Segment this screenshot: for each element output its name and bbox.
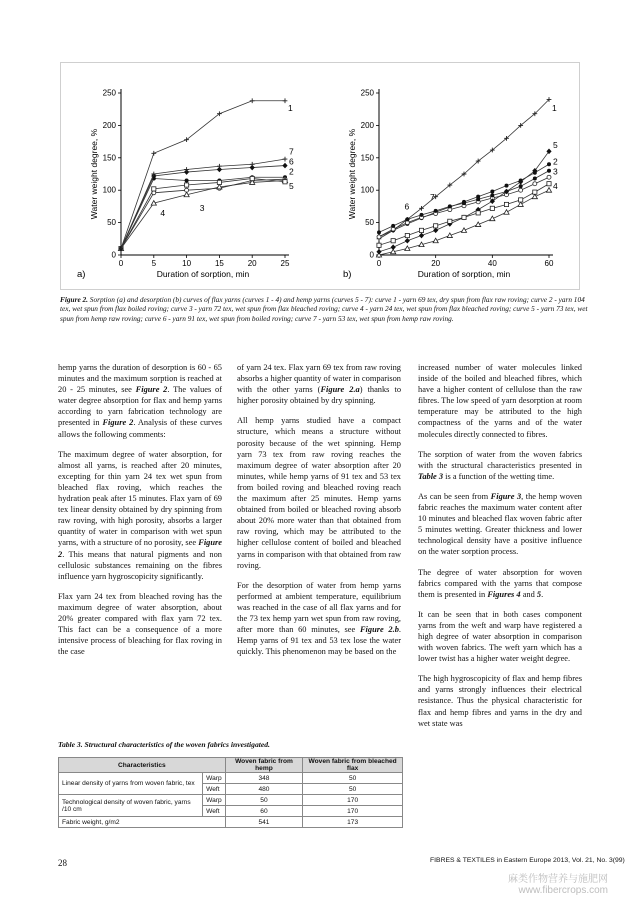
data-point <box>250 176 254 180</box>
data-point <box>519 184 523 188</box>
x-tick-label: 10 <box>182 259 192 268</box>
data-point <box>461 228 466 233</box>
y-axis-label: Water weight degree, % <box>89 128 99 220</box>
data-point <box>504 202 508 206</box>
data-point <box>533 190 537 194</box>
data-point <box>419 228 423 232</box>
text-run: . Analysis of these curves allows the following comments: <box>58 418 222 439</box>
data-point <box>476 222 481 227</box>
data-point <box>462 215 466 219</box>
y-tick-label: 100 <box>360 185 374 195</box>
data-point <box>448 219 452 223</box>
table-cell: Technological density of woven fabric, yarns /10 cm <box>59 795 203 817</box>
data-point <box>476 211 480 215</box>
data-point <box>433 228 438 234</box>
text-run: As can be seen from <box>418 491 491 501</box>
x-tick-label: 0 <box>376 259 382 268</box>
table-cell: 173 <box>303 817 403 828</box>
paragraph <box>58 362 222 440</box>
table-cell: 60 <box>225 806 303 817</box>
y-tick-label: 250 <box>360 88 374 98</box>
text-run: , the hemp woven fabric reaches the maximum water content after 10 minutes and bleached flax woven fabric after 5 minutes wetting. Greater thickness and lower technological density have a positive influence on the water sorption process. <box>418 491 582 557</box>
figure-caption-label: Figure 2. <box>60 295 88 304</box>
y-tick-label: 0 <box>369 250 374 260</box>
data-point <box>533 182 537 186</box>
data-point <box>282 163 287 169</box>
text-run: . <box>541 589 544 599</box>
data-point <box>376 249 381 255</box>
data-point <box>419 233 424 239</box>
table-cell: 50 <box>303 784 403 795</box>
data-point <box>519 198 523 202</box>
table-cell: 348 <box>225 773 303 784</box>
journal-footer: FIBRES & TEXTILES in Eastern Europe 2013, Vol. 21, No. 3(99) <box>430 857 625 864</box>
data-point <box>547 169 551 173</box>
figure-ref: Figure 3 <box>490 491 522 501</box>
data-point <box>391 239 395 243</box>
text-run: of yarn 24 tex. Flax yarn 69 tex from raw roving absorbs a higher quantity of water in comparison with the other yarns ( <box>237 363 401 395</box>
data-point <box>546 188 551 193</box>
series-label: 4 <box>160 208 166 219</box>
paragraph <box>237 362 401 406</box>
data-point <box>490 216 495 221</box>
x-tick-label: 60 <box>544 259 554 268</box>
series-label: 6 <box>289 156 294 167</box>
table-row <box>59 773 403 784</box>
data-point <box>490 206 494 210</box>
text-run: ) thanks to higher porosity obtained by dry spinning. <box>237 385 402 406</box>
figure-ref: Figure 2 <box>58 538 222 559</box>
table-cell: 50 <box>225 795 303 806</box>
paragraph <box>58 449 222 582</box>
text-column-2 <box>237 362 401 666</box>
paragraph <box>418 491 582 558</box>
table-header: Characteristics <box>59 758 226 773</box>
table-row <box>59 817 403 828</box>
watermark-line-2: www.fibercrops.com <box>518 885 608 896</box>
figure-caption-text: Sorption (a) and desorption (b) curves of flax yarns (curves 1 - 4) and hemp yarns (curves 5 - 7): curve 1 - yarn 69 tex, dry spun from flax raw roving; curve 2 - yarn 104 tex, wet spun from flax boiled roving; curve 3 - yarn 72 tex, wet spun from flax bleached roving; curve 4 - yarn 24 tex, wet spun from flax bleached roving; curve 5 - yarn 73 tex, wet spun from hemp raw roving; curve 6 - yarn 91 tex, wet spun from boiled roving; curve 7 - yarn 53 tex, wet spun from hemp raw roving. <box>60 295 588 323</box>
text-run: . The values of water degree absorption for flax and hemp yarns according to yarn fabrication technology are presented in <box>58 385 222 428</box>
data-point <box>151 151 156 156</box>
data-point <box>519 188 523 192</box>
data-point <box>152 187 156 191</box>
data-point <box>391 224 395 228</box>
table-3-caption: Table 3. Structural characteristics of the woven fabrics investigated. <box>58 740 270 749</box>
data-point <box>490 193 494 197</box>
text-run: is a function of the wetting time. <box>443 471 555 481</box>
data-point <box>250 162 255 167</box>
x-tick-label: 25 <box>280 259 290 268</box>
table-cell: Warp <box>203 795 226 806</box>
table-header: Woven fabric from bleached flax <box>303 758 403 773</box>
figure-ref: 5 <box>536 589 542 599</box>
data-point <box>434 209 438 213</box>
x-tick-label: 15 <box>214 259 224 268</box>
y-tick-label: 250 <box>102 88 116 98</box>
series-label: 7 <box>430 191 435 202</box>
text-run: . Hemp yarns of 91 tex and 53 tex lose the water quickly. This phenomenon may be based on the <box>237 625 401 657</box>
x-axis-label: Duration of sorption, min <box>156 269 250 279</box>
series-line <box>379 184 549 246</box>
paragraph: Flax yarn 24 tex from bleached roving has the maximum degree of water absorption, about 20% greater compared with flax yarn 72 tex. This fact can be a consequence of a more intensive process of bleaching for flax roving in the case <box>58 591 222 657</box>
chart-panel-b <box>343 89 558 281</box>
data-point <box>490 189 494 193</box>
series-label: 3 <box>553 166 558 177</box>
data-point <box>532 194 537 199</box>
data-point <box>420 213 424 217</box>
data-point <box>533 177 537 181</box>
data-point <box>448 204 452 208</box>
panel-label: b) <box>343 269 352 280</box>
data-point <box>405 238 410 244</box>
text-run: The degree of water absorption for woven fabrics compared with the yarns that compose them is presented in <box>418 567 582 599</box>
y-tick-label: 200 <box>360 120 374 130</box>
watermark-line-1: 麻类作物营养与施肥网 <box>508 874 608 885</box>
table-header: Woven fabric from hemp <box>225 758 303 773</box>
series-label: 3 <box>199 202 205 213</box>
table-ref: Table 3 <box>418 471 444 481</box>
data-point <box>377 243 381 247</box>
series-label: 4 <box>553 180 558 191</box>
data-point <box>185 183 189 187</box>
table-cell: Weft <box>203 784 226 795</box>
y-tick-label: 150 <box>102 153 116 163</box>
data-point <box>391 244 396 250</box>
figure-ref: Figure 2.b <box>359 625 399 635</box>
data-point <box>217 180 221 184</box>
table-cell: Warp <box>203 773 226 784</box>
text-run: The maximum degree of water absorption, for almost all yarns, is reached after 20 minutes, excepting for thin yarn 24 tex wet spun from bleached flax roving, which reaches the hydration peak after 15 minutes. Flax yarn of 69 tex linear density obtained by dry spinning from raw roving, with high porosity, absorbs a larger quantity of water in comparison with wet spun yarns, with a structure of no porosity, see <box>58 449 222 548</box>
figure-2-charts <box>61 63 579 289</box>
paragraph: The high hygroscopicity of flax and hemp fibres and yarns strongly influences their electrical resistance. Thus the physical characteristic for flax and hemp fibres and yarns in the dry and wet state was <box>418 674 582 728</box>
text-column-3 <box>418 362 582 738</box>
data-point <box>505 189 509 193</box>
paragraph: All hemp yarns studied have a compact structure, which means a structure without porosity because of the wet spinning. Hemp yarn 73 tex from raw roving reaches the maximum degree of water absorption after 20 minutes, while hemp yarns of 91 tex and 53 tex from boiled roving and bleached roving reach the maximum after 25 minutes. Hemp yarns obtained from boiled or bleached roving absorb about 20% more water than that obtained from raw roving, which may be attributed to the higher cellulose content of boiled and bleached yarns in comparison with that obtained from raw roving. <box>237 416 401 570</box>
table-cell: 50 <box>303 773 403 784</box>
x-tick-label: 0 <box>118 259 124 268</box>
watermark <box>508 874 608 896</box>
figure-2 <box>60 62 580 290</box>
figure-caption <box>60 295 590 323</box>
y-axis-label: Water weight degree, % <box>347 128 357 220</box>
text-column-1 <box>58 362 222 666</box>
figure-ref: Figure 2 <box>135 385 168 395</box>
figure-ref: Figures 4 <box>487 589 521 599</box>
series-label: 1 <box>288 103 293 114</box>
data-point <box>547 175 551 179</box>
table-cell: 480 <box>225 784 303 795</box>
text-run: For the desorption of water from hemp yarns performed at ambient temperature, equilibrium was reached in the case of all flax yarns and for the 73 tex hemp yarn wet spun from raw roving, after more than 60 minutes, see <box>237 580 401 635</box>
data-point <box>405 217 409 221</box>
x-tick-label: 20 <box>431 259 441 268</box>
text-run: and <box>520 589 537 599</box>
paragraph <box>237 580 401 658</box>
data-point <box>185 178 189 182</box>
y-tick-label: 200 <box>102 120 116 130</box>
table-row <box>59 795 403 806</box>
text-run: . This means that natural pigments and non cellulosic substances remaining on the fibres influence yarn hygroscopicity significantly. <box>58 549 222 581</box>
data-point <box>476 197 480 201</box>
series-label: 5 <box>553 140 558 151</box>
y-tick-label: 0 <box>111 250 116 260</box>
data-point <box>547 162 551 166</box>
data-point <box>405 233 409 237</box>
x-tick-label: 20 <box>247 259 257 268</box>
table-cell: 170 <box>303 795 403 806</box>
series-line <box>121 180 285 248</box>
table-cell: Weft <box>203 806 226 817</box>
data-point <box>518 202 523 207</box>
y-tick-label: 100 <box>102 185 116 195</box>
figure-ref: Figure 2 <box>102 418 134 428</box>
panel-label: a) <box>77 269 86 280</box>
text-run: hemp yarns the duration of desorption is 60 - 65 minutes and the maximum sorption is reached at 20 - 25 minutes, see <box>58 363 222 395</box>
table-cell: 541 <box>225 817 303 828</box>
data-point <box>505 184 509 188</box>
figure-ref: Figure 2.a <box>320 385 360 395</box>
y-tick-label: 150 <box>360 153 374 163</box>
table-cell: Fabric weight, g/m2 <box>59 817 226 828</box>
paragraph: It can be seen that in both cases component yarns from the weft and warp have registered a high degree of water absorption in comparison with woven fabrics. The weft yarn which has a lower twist has a higher water weight degree. <box>418 609 582 664</box>
table-cell: Linear density of yarns from woven fabric, tex <box>59 773 203 795</box>
data-point <box>434 224 438 228</box>
series-label: 1 <box>552 103 557 114</box>
data-point <box>217 164 222 169</box>
chart-panel-a <box>77 89 294 281</box>
data-point <box>283 98 288 103</box>
paragraph <box>418 567 582 600</box>
data-point <box>504 210 509 215</box>
data-point <box>377 235 381 239</box>
series-label: 5 <box>289 180 294 191</box>
series-line <box>121 101 285 249</box>
paragraph <box>418 449 582 482</box>
x-axis-label: Duration of sorption, min <box>417 269 511 279</box>
table-3 <box>58 757 403 828</box>
series-label: 2 <box>289 166 294 177</box>
data-point <box>250 98 255 103</box>
x-tick-label: 40 <box>487 259 497 268</box>
y-tick-label: 50 <box>107 218 116 228</box>
data-point <box>462 201 466 205</box>
text-run: The sorption of water from the woven fabrics with the structural characteristics presented in <box>418 449 582 470</box>
series-label: 6 <box>404 201 410 212</box>
data-point <box>283 180 287 184</box>
y-tick-label: 50 <box>365 218 374 228</box>
page-number: 28 <box>58 858 67 868</box>
data-point <box>377 230 381 234</box>
x-tick-label: 5 <box>151 259 157 268</box>
data-point <box>283 157 288 162</box>
table-cell: 170 <box>303 806 403 817</box>
series-label: 7 <box>289 146 294 157</box>
series-label: 2 <box>553 156 558 167</box>
paragraph: increased number of water molecules linked inside of the boiled and bleached fibres, which have a higher content of cellulose than the raw fibres. The low speed of yarn desorption at room temperature may be attributed to the high compactness of the yarns and of the water molecules directly connected to fibres. <box>418 363 582 439</box>
data-point <box>547 182 551 186</box>
